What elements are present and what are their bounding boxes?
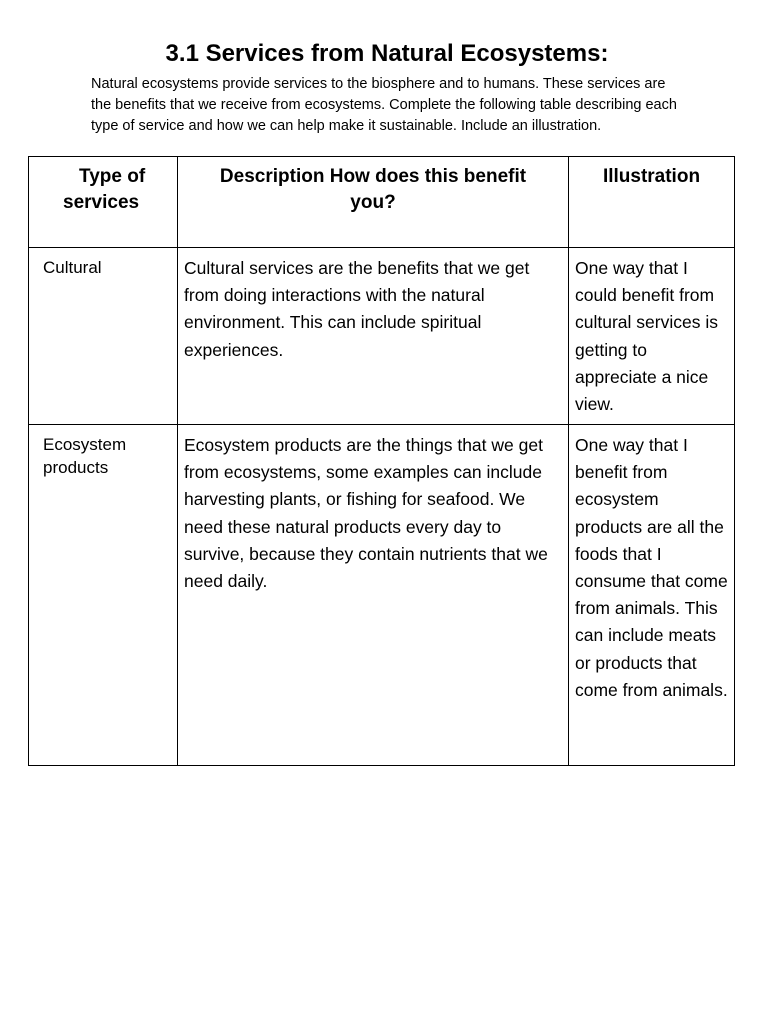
header-type-of-services [29, 157, 178, 248]
service-type-cell: Ecosystem products [29, 425, 178, 766]
description-cell: Ecosystem products are the things that we get from ecosystems, some examples can include harvesting plants, or fishing for seafood. We need these natural products every day to survive, because they contain nutrients that we need daily. [178, 425, 569, 766]
description-cell: Cultural services are the benefits that we get from doing interactions with the natural environment. This can include spiritual experiences. [178, 248, 569, 425]
service-type-cell: Cultural [29, 248, 178, 425]
header-description: Description How does this benefit you? [178, 157, 569, 248]
illustration-cell: One way that I benefit from ecosystem products are all the foods that I consume that come from animals. This can include meats or products that come from animals. [569, 425, 735, 766]
table-header-row [29, 157, 735, 248]
header-type-line1: Type of [79, 166, 146, 187]
illustration-cell: One way that I could benefit from cultural services is getting to appreciate a nice view. [569, 248, 735, 425]
table-row [29, 248, 735, 425]
header-illustration: Illustration [569, 157, 735, 248]
table-row [29, 425, 735, 766]
page-title: 3.1 Services from Natural Ecosystems: [165, 40, 609, 67]
intro-paragraph: Natural ecosystems provide services to the biosphere and to humans. These services are the benefits that we receive from ecosystems. Complete the following table describing each type of service and how we can help make it sustainable. Include an illustration. [91, 76, 677, 134]
header-type-line2: services [63, 192, 140, 213]
services-table [28, 156, 735, 766]
